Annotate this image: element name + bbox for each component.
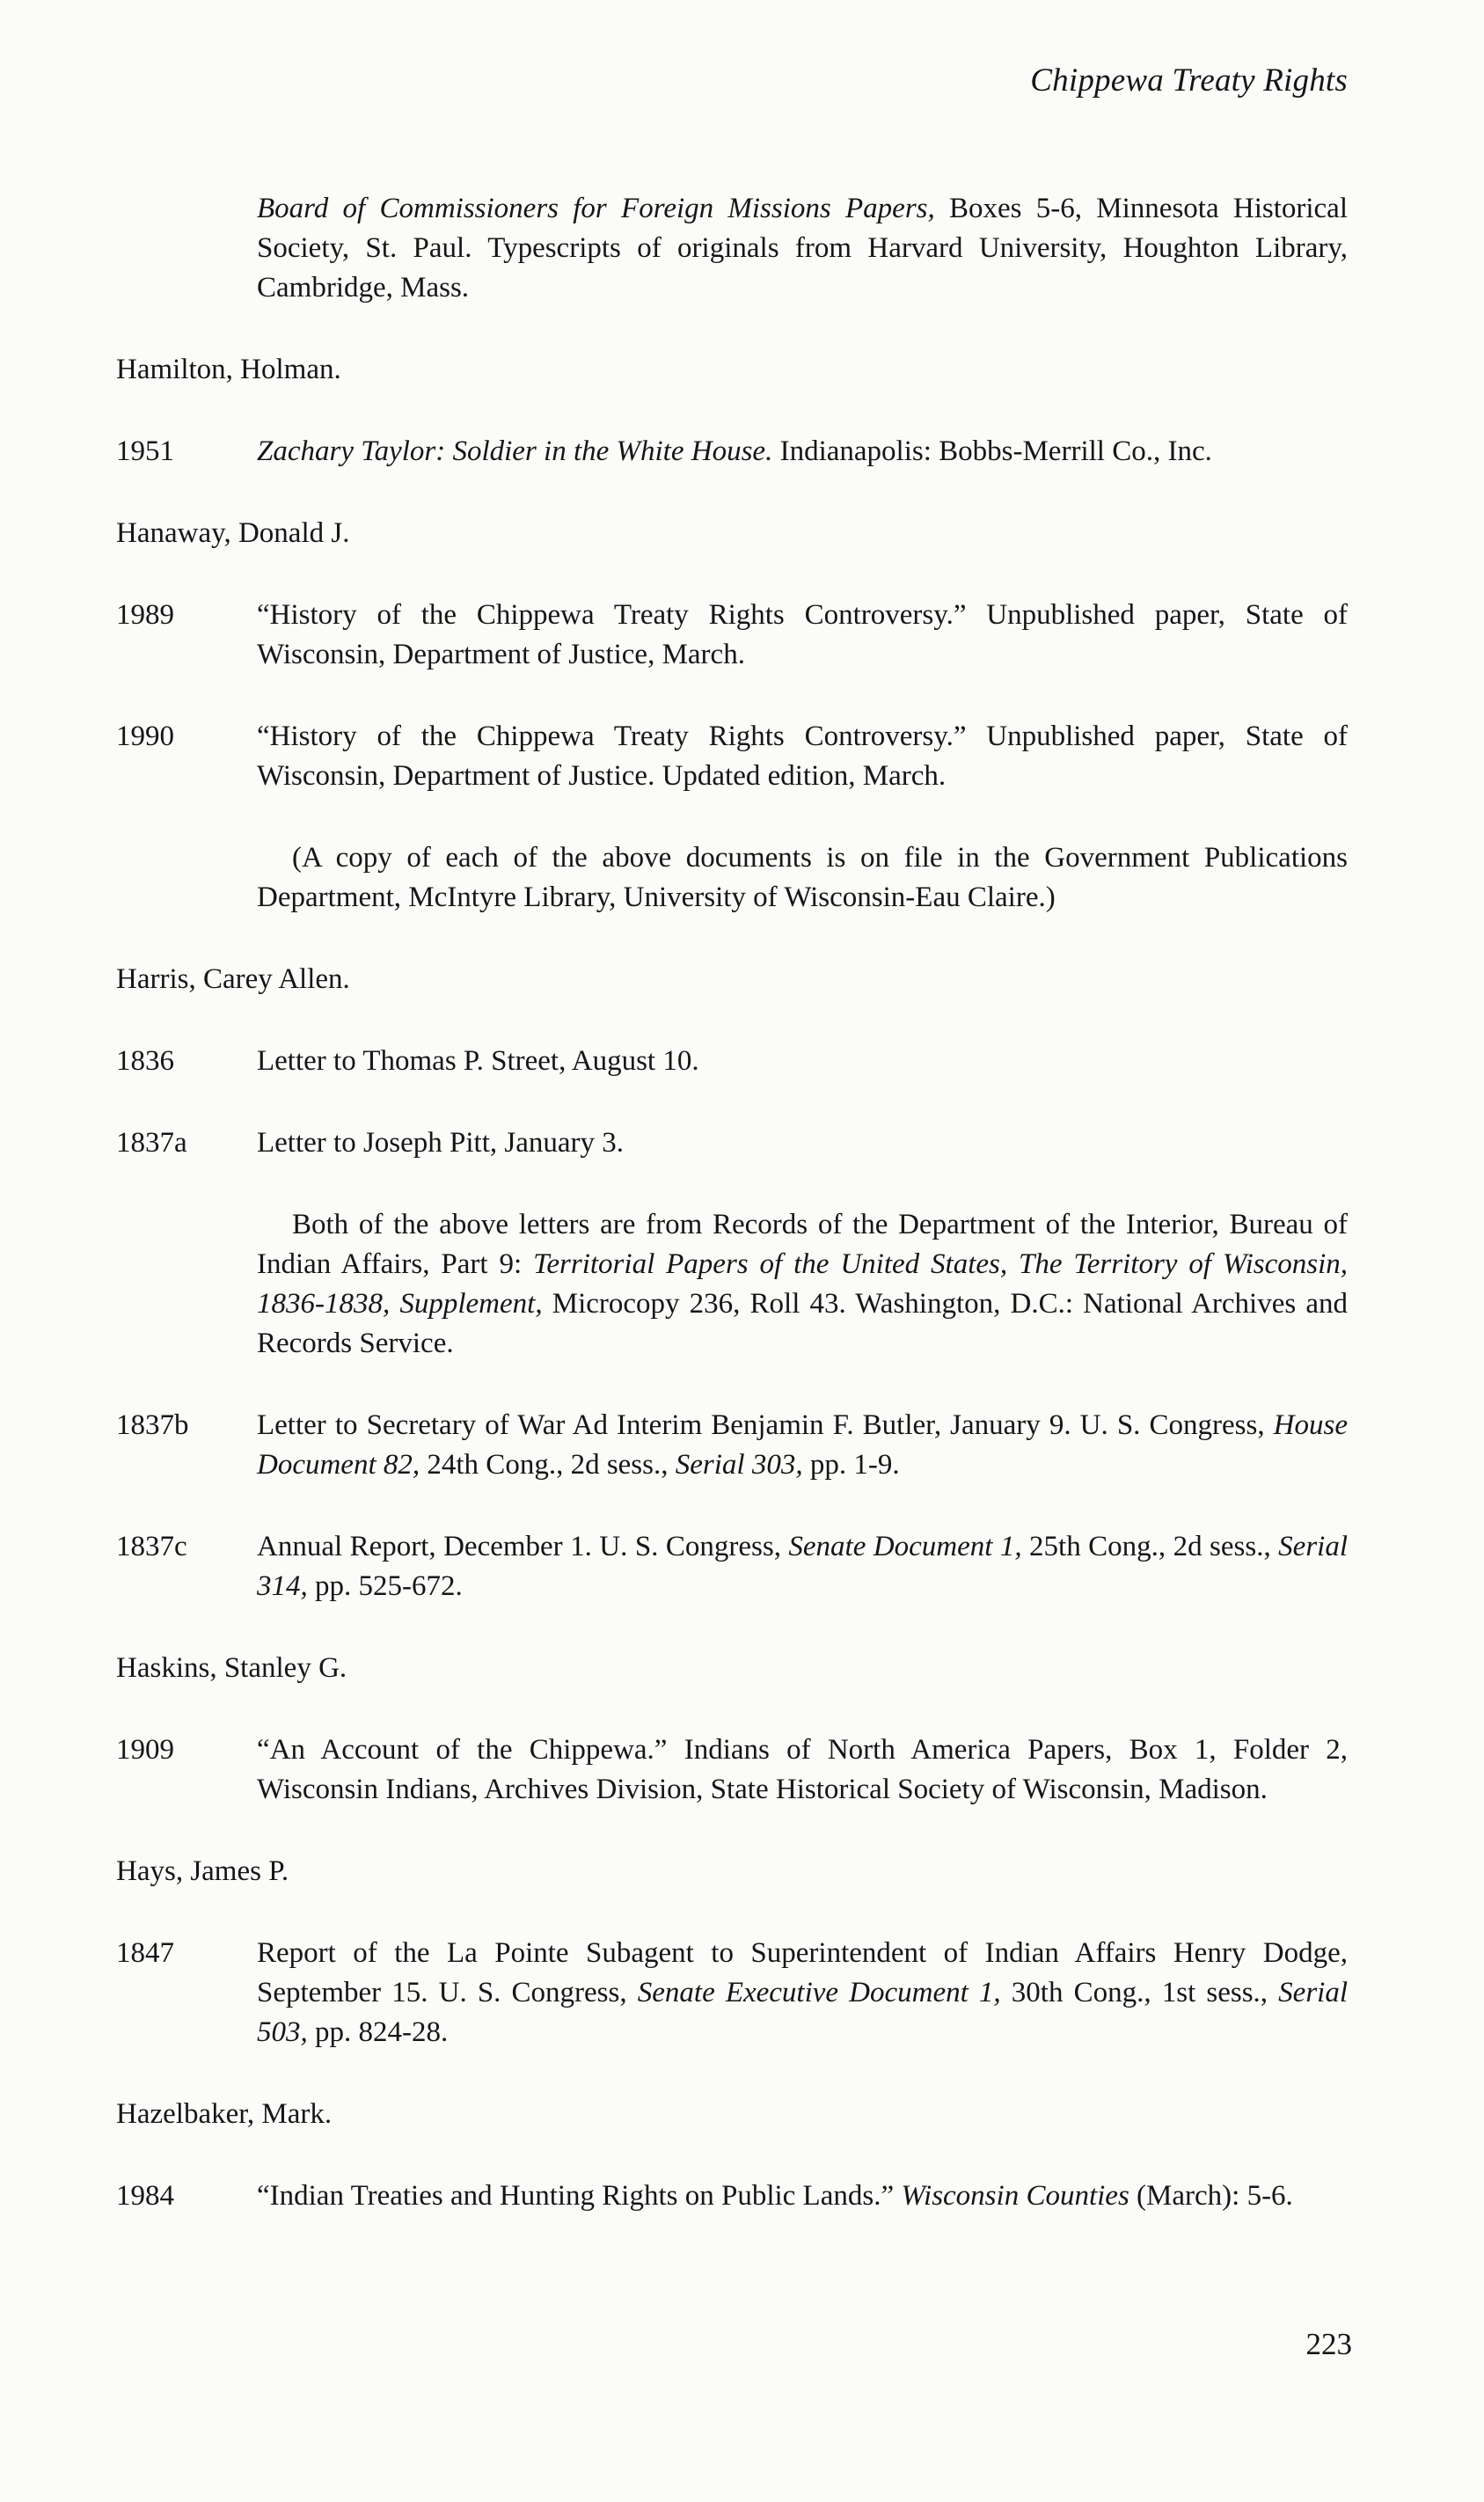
- author-heading: Hays, James P.: [116, 1855, 289, 1887]
- bibliography-entry: [116, 1934, 1348, 2052]
- entry-text-run: 24th Cong., 2d sess.,: [420, 1449, 676, 1481]
- italic-title: Territorial Papers of the United States, The Territory of Wisconsin, 1836-1838, Supplement,: [257, 1248, 1349, 1320]
- entry-text-run: Indianapolis: Bobbs-Merrill Co., Inc.: [772, 435, 1212, 467]
- entry-year: 1951: [116, 435, 174, 467]
- entry-text-run: “History of the Chippewa Treaty Rights Controversy.” Unpublished paper, State of Wisconsin, Department of Justice, March.: [257, 599, 1348, 670]
- entry-text-run: pp. 1-9.: [802, 1449, 900, 1481]
- author-heading: Harris, Carey Allen.: [116, 963, 350, 995]
- italic-title: Serial 303,: [675, 1449, 803, 1481]
- page-number: 223: [1305, 2327, 1352, 2361]
- entry-text: [257, 189, 1348, 308]
- entry-text: [257, 1205, 1348, 1364]
- entry-text: [257, 1123, 1348, 1163]
- entry-text-run: “Indian Treaties and Hunting Rights on Public Lands.”: [257, 2180, 902, 2212]
- bibliography-entry: [116, 717, 1348, 796]
- entry-year: 1837a: [116, 1127, 187, 1159]
- entry-text-run: Both of the above letters are from Records of the Department of the Interior, Bureau of Indian Affairs, Part 9:: [257, 1209, 1348, 1280]
- entry-text: [257, 596, 1348, 675]
- italic-title: Board of Commissioners for Foreign Missions Papers,: [257, 193, 935, 224]
- author-heading: Hanaway, Donald J.: [116, 517, 350, 549]
- entry-text: [257, 1042, 1348, 1081]
- author-heading: Haskins, Stanley G.: [116, 1652, 347, 1684]
- bibliography-entry: [116, 1042, 1348, 1081]
- entry-year: 1990: [116, 721, 174, 752]
- entry-text-run: Report of the La Pointe Subagent to Superintendent of Indian Affairs Henry Dodge, September 15. U. S. Congress,: [257, 1937, 1348, 2008]
- bibliography-entries: [116, 189, 1348, 2258]
- italic-title: Zachary Taylor: Soldier in the White House.: [257, 435, 773, 467]
- italic-title: Serial 314,: [257, 1531, 1348, 1602]
- bibliography-entry: [116, 596, 1348, 675]
- entry-text: [257, 432, 1348, 472]
- bibliography-note: [116, 1205, 1348, 1364]
- bibliography-entry: [116, 1527, 1348, 1606]
- italic-title: Senate Document 1,: [788, 1531, 1022, 1562]
- bibliography-entry: [116, 189, 1348, 308]
- entry-year: 1984: [116, 2180, 174, 2212]
- italic-title: Senate Executive Document 1,: [637, 1977, 1001, 2008]
- entry-text: [257, 2176, 1348, 2216]
- entry-text: [257, 1934, 1348, 2052]
- entry-text-run: Annual Report, December 1. U. S. Congress,: [257, 1531, 789, 1562]
- entry-text-run: (A copy of each of the above documents is on file in the Government Publications Department, McIntyre Library, University of Wisconsin-Eau Claire.): [257, 842, 1348, 913]
- entry-text-run: Letter to Secretary of War Ad Interim Benjamin F. Butler, January 9. U. S. Congress,: [257, 1409, 1274, 1441]
- entry-text-run: pp. 824-28.: [307, 2016, 449, 2048]
- bibliography-entry: [116, 1123, 1348, 1163]
- bibliography-entry: [116, 2176, 1348, 2216]
- entry-year: 1837b: [116, 1409, 189, 1441]
- entry-text: [257, 1406, 1348, 1485]
- entry-text-run: “History of the Chippewa Treaty Rights Controversy.” Unpublished paper, State of Wisconsin, Department of Justice. Updated edition, March.: [257, 721, 1348, 792]
- bibliography-entry: [116, 1406, 1348, 1485]
- entry-year: 1847: [116, 1937, 174, 1969]
- entry-text: [257, 1730, 1348, 1810]
- entry-text-run: Letter to Thomas P. Street, August 10.: [257, 1045, 699, 1077]
- italic-title: House Document 82,: [257, 1409, 1348, 1481]
- entry-text-run: pp. 525-672.: [307, 1570, 463, 1602]
- bibliography-entry: [116, 1730, 1348, 1810]
- entry-text: [257, 717, 1348, 796]
- italic-title: Wisconsin Counties: [901, 2180, 1129, 2212]
- entry-text: [257, 1527, 1348, 1606]
- entry-text: [257, 838, 1348, 918]
- entry-year: 1909: [116, 1734, 174, 1766]
- author-heading: Hamilton, Holman.: [116, 354, 341, 385]
- bibliography-note: [116, 838, 1348, 918]
- entry-text-run: Microcopy 236, Roll 43. Washington, D.C.: National Archives and Records Service.: [257, 1288, 1348, 1359]
- entry-text-run: Boxes 5-6, Minnesota Historical Society, St. Paul. Typescripts of originals from Harvard University, Houghton Library, Cambridge, Mass.: [257, 193, 1348, 304]
- entry-text-run: (March): 5-6.: [1129, 2180, 1293, 2212]
- bibliography-entry: [116, 432, 1348, 472]
- entry-text-run: 30th Cong., 1st sess.,: [1000, 1977, 1279, 2008]
- entry-text-run: Letter to Joseph Pitt, January 3.: [257, 1127, 625, 1159]
- entry-text-run: “An Account of the Chippewa.” Indians of North America Papers, Box 1, Folder 2, Wisconsin Indians, Archives Division, State Historical Society of Wisconsin, Madison.: [257, 1734, 1348, 1805]
- entry-year: 1836: [116, 1045, 174, 1077]
- entry-year: 1989: [116, 599, 174, 631]
- italic-title: Serial 503,: [257, 1977, 1348, 2048]
- author-heading: Hazelbaker, Mark.: [116, 2098, 333, 2130]
- entry-text-run: 25th Cong., 2d sess.,: [1021, 1531, 1279, 1562]
- running-head: Chippewa Treaty Rights: [1030, 62, 1348, 99]
- entry-year: 1837c: [116, 1531, 187, 1562]
